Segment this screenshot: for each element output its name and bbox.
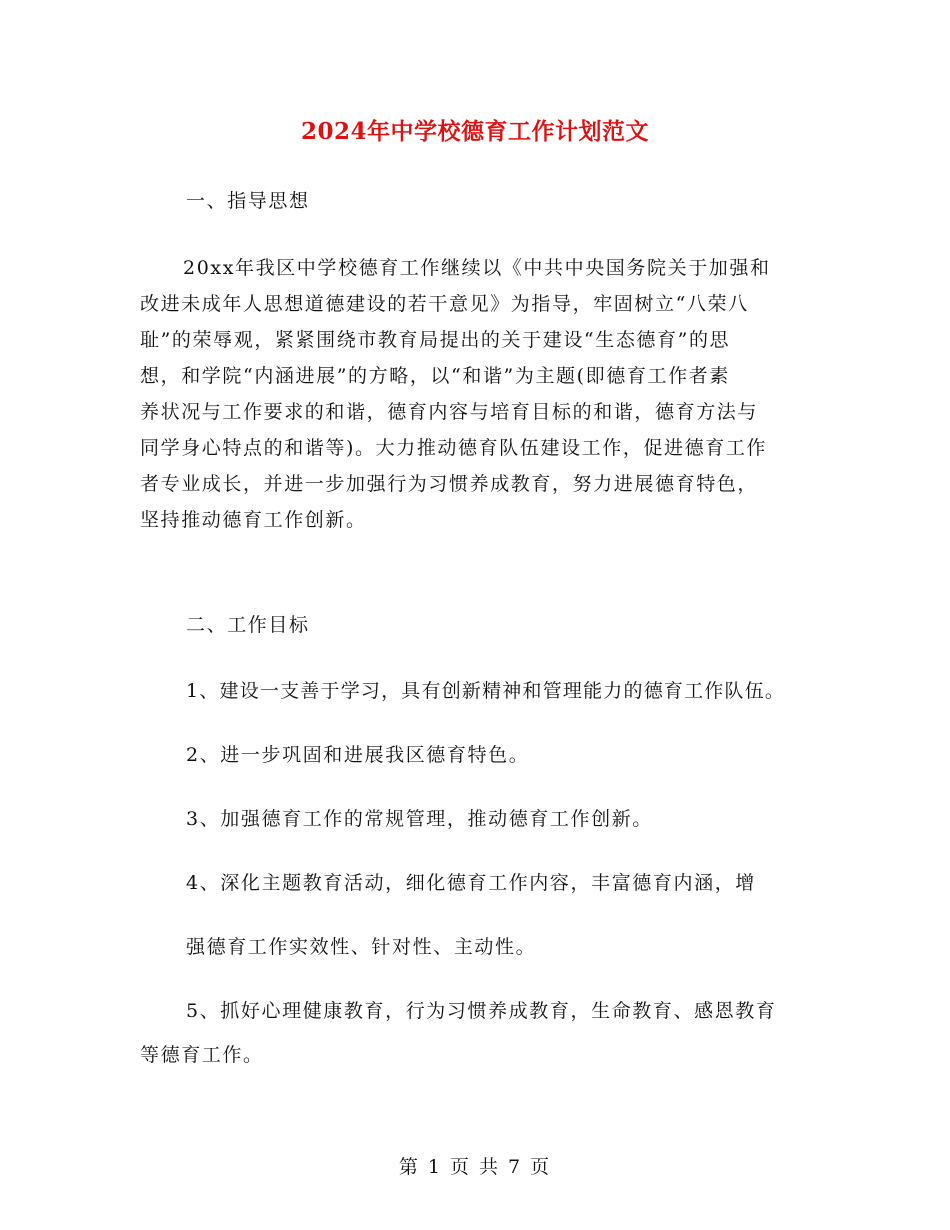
document-title: 2024年中学校德育工作计划范文 <box>300 118 649 145</box>
goal-item-4-line2: 强德育工作实效性、针对性、主动性。 <box>186 936 537 958</box>
goal-item-4-line1: 4、深化主题教育活动，细化德育工作内容，丰富德育内涵，增 <box>186 872 756 894</box>
section-heading-work-goals: 二、工作目标 <box>186 614 310 636</box>
paragraph-line: 耻”的荣辱观，紧紧围绕市教育局提出的关于建设“生态德育”的思 <box>140 329 731 351</box>
paragraph-line: 养状况与工作要求的和谐，德育内容与培育目标的和谐，德育方法与 <box>140 401 759 423</box>
paragraph-line: 同学身心特点的和谐等)。大力推动德育队伍建设工作，促进德育工作 <box>140 437 768 459</box>
paragraph-line: 者专业成长，并进一步加强行为习惯养成教育，努力进展德育特色， <box>140 473 759 495</box>
goal-item-1: 1、建设一支善于学习，具有创新精神和管理能力的德育工作队伍。 <box>186 680 786 702</box>
paragraph-line: 改进未成年人思想道德建设的若干意见》为指导，牢固树立“八荣八 <box>140 293 749 315</box>
paragraph-line: 坚持推动德育工作创新。 <box>140 509 367 531</box>
page-indicator: 第 1 页 共 7 页 <box>398 1156 552 1178</box>
goal-item-2: 2、进一步巩固和进展我区德育特色。 <box>186 744 530 766</box>
section-heading-guiding-thought: 一、指导思想 <box>186 190 310 212</box>
paragraph-line: 20xx年我区中学校德育工作继续以《中共中央国务院关于加强和 <box>183 257 771 279</box>
goal-item-5-line2: 等德育工作。 <box>140 1044 264 1066</box>
goal-item-5-line1: 5、抓好心理健康教育，行为习惯养成教育，生命教育、感恩教育 <box>186 1000 777 1022</box>
paragraph-line: 想，和学院“内涵进展”的方略，以“和谐”为主题(即德育工作者素 <box>140 365 730 387</box>
goal-item-3: 3、加强德育工作的常规管理，推动德育工作创新。 <box>186 808 653 830</box>
guiding-thought-paragraph <box>140 250 820 538</box>
